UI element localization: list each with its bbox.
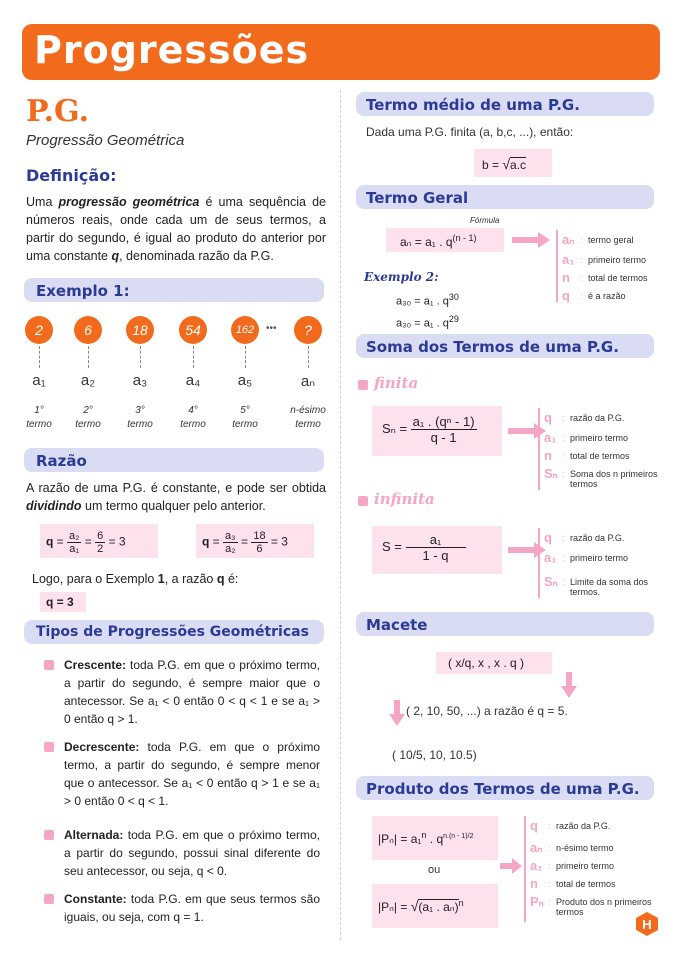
legend-text: total de termos [588, 273, 648, 283]
sequence-ordinal-label: 4° termo [180, 405, 206, 430]
razao-heading: Razão [36, 452, 87, 470]
legend-symbol: Pₙ [530, 894, 544, 909]
macete-box [436, 652, 552, 674]
termo-geral-heading: Termo Geral [366, 189, 469, 207]
legend-colon: : [580, 273, 583, 283]
tipo-text: toda P.G. em que o próximo termo, a partir do segundo, é sempre menor que o antecessor. Se a₁ < 0 então q > 1 e se a₁ > 0 então 0 < q < 1. [64, 740, 320, 808]
legend-text: primeiro termo [588, 255, 647, 265]
ellipsis: ••• [266, 323, 277, 334]
sequence-dash [140, 346, 141, 368]
razao-text: A razão de uma P.G. é constante, e pode ser obtida dividindo um termo qualquer pelo anterior. [26, 481, 326, 513]
legend-symbol: q [544, 410, 552, 425]
sequence-dash [88, 346, 89, 368]
sequence-ordinal-label: n-ésimo termo [290, 405, 326, 430]
arrow-right-icon [508, 423, 548, 444]
legend-symbol: a₁ [544, 550, 557, 565]
sequence-ordinal-label: 3° termo [127, 405, 153, 430]
page-title: Progressões [34, 28, 310, 72]
arrow-right-icon [500, 858, 524, 879]
legend-symbol: aₙ [562, 232, 575, 247]
legend-text: primeiro termo [556, 861, 615, 871]
square-bullet-icon [358, 380, 368, 390]
legend-symbol: aₙ [530, 840, 543, 855]
sequence-circle: 2 [25, 316, 53, 344]
legend-symbol: Sₙ [544, 574, 558, 589]
logo-text: Logo, para o Exemplo 1, a razão q é: [32, 572, 239, 586]
legend-text: termo geral [588, 235, 634, 245]
legend-colon: : [580, 235, 583, 245]
legend-text: total de termos [556, 879, 616, 889]
produto-formula-2: |Pₙ| = √(a₁ . aₙ)$^n$ [372, 884, 498, 928]
termo-geral-bracket [556, 230, 558, 302]
macete-heading: Macete [366, 616, 428, 634]
arrow-right-icon [508, 542, 548, 563]
infinita-bracket [538, 528, 540, 598]
sequence-term-label: a₁ [32, 372, 46, 389]
example1-heading: Exemplo 1: [36, 282, 130, 300]
legend-text: total de termos [570, 451, 630, 461]
sequence-ordinal-label: 2° termo [75, 405, 101, 430]
tipo-label: Decrescente: [64, 740, 140, 754]
tipo-text: toda P.G. em que o próximo termo, a partir do segundo, é sempre maior que o antecessor. Se a₁ < 0 então 0 < q < 1 e se a₁ > 0 então q > 1. [64, 658, 320, 726]
arrow-down-icon [561, 672, 577, 703]
square-bullet-icon [44, 660, 54, 670]
legend-symbol: a₁ [562, 252, 575, 267]
square-bullet-icon [44, 830, 54, 840]
legend-colon: : [562, 553, 565, 563]
square-bullet-icon [44, 742, 54, 752]
legend-text: razão da P.G. [556, 821, 611, 831]
termo-geral-formula: aₙ = a₁ . $q^{(n - 1)}$ [386, 228, 504, 252]
legend-colon: : [548, 821, 551, 831]
legend-symbol: n [544, 448, 552, 463]
legend-colon: : [548, 879, 551, 889]
arrow-down-icon [389, 700, 405, 731]
pg-title: P.G. [26, 94, 90, 129]
sequence-circle: 6 [74, 316, 102, 344]
legend-colon: : [562, 533, 565, 543]
tipo-item [64, 890, 320, 926]
termo-medio-text: Dada uma P.G. finita (a, b,c, ...), então: [366, 125, 574, 139]
legend-text: primeiro termo [570, 553, 629, 563]
soma-heading: Soma dos Termos de uma P.G. [366, 338, 619, 356]
legend-symbol: q [530, 818, 538, 833]
tipo-item [64, 826, 320, 880]
tipo-item [64, 738, 320, 810]
legend-text: é a razão [588, 291, 626, 301]
sequence-term-label: aₙ [300, 373, 316, 390]
sequence-dash [193, 346, 194, 368]
legend-text: n-ésimo termo [556, 843, 614, 853]
tipo-label: Alternada: [64, 828, 124, 842]
legend-symbol: q [562, 288, 570, 303]
exemplo2-line: a₃₀ = a₁ . $q^{29}$ [396, 314, 459, 330]
sequence-term-label: a₃ [132, 372, 148, 389]
svg-text:H: H [642, 917, 652, 932]
sequence-term-label: a₅ [237, 372, 253, 389]
produto-heading: Produto dos Termos de uma P.G. [366, 780, 640, 798]
q-result-box [40, 592, 86, 612]
sequence-circle: 54 [179, 316, 207, 344]
tipo-label: Constante: [64, 892, 127, 906]
tipo-text: toda P.G. em que seus termos são iguais, ou seja, com q = 1. [64, 892, 320, 924]
legend-symbol: n [562, 270, 570, 285]
finita-bracket [538, 408, 540, 490]
legend-colon: : [562, 413, 565, 423]
legend-symbol: q [544, 530, 552, 545]
legend-text: Limite da soma dos termos. [570, 577, 649, 597]
tipo-text: toda P.G. em que o próximo termo, a partir do segundo, possui sinal diferente do seu antecessor, ou seja, q < 0. [64, 828, 320, 878]
finita-label: finita [374, 374, 419, 392]
sequence-dash [39, 346, 40, 368]
sequence-circle: ? [294, 316, 322, 344]
legend-text: razão da P.G. [570, 413, 625, 423]
produto-formula-1: |Pₙ| = a₁$^n$ . $q^{n.(n - 1)/2}$ [372, 816, 498, 860]
termo-medio-formula: b = √a.c [474, 149, 552, 177]
formula-caption: Fórmula [470, 216, 500, 225]
legend-colon: : [548, 861, 551, 871]
legend-symbol: n [530, 876, 538, 891]
sequence-dash [308, 346, 309, 368]
square-bullet-icon [358, 496, 368, 506]
legend-text: primeiro termo [570, 433, 629, 443]
square-bullet-icon [44, 894, 54, 904]
arrow-right-icon [512, 232, 552, 253]
sequence-circle: 162 [231, 316, 259, 344]
tipo-label: Crescente: [64, 658, 127, 672]
legend-colon: : [562, 451, 565, 461]
razao-formula-2: q = $\frac{\text{a₃}}{\text{a₂}}$ = $\frac{18}{6}$ = 3 [196, 524, 314, 558]
exemplo2-heading: Exemplo 2: [364, 270, 439, 284]
legend-symbol: a₁ [544, 430, 557, 445]
definition-heading: Definição: [26, 166, 117, 185]
legend-colon: : [548, 897, 551, 907]
infinita-formula: S = $\frac{\text{a₁}}{1 - q}$ [372, 526, 502, 574]
sequence-ordinal-label: 5° termo [232, 405, 258, 430]
legend-colon: : [548, 843, 551, 853]
sequence-circle: 18 [126, 316, 154, 344]
sequence-dash [245, 346, 246, 368]
legend-symbol: Sₙ [544, 466, 558, 481]
legend-text: Soma dos n primeiros termos [570, 469, 658, 489]
macete-box-text: ( x/q, x , x . q ) [448, 656, 525, 670]
produto-ou: ou [428, 864, 441, 876]
finita-formula: Sₙ = $\frac{\text{a₁ . (qⁿ - 1)}}{q - 1}$ [372, 406, 502, 456]
hexagon-logo-icon [636, 912, 658, 941]
sequence-term-label: a₂ [80, 372, 96, 389]
pg-subtitle: Progressão Geométrica [26, 132, 185, 149]
sequence-ordinal-label: 1° termo [26, 405, 52, 430]
exemplo2-line: a₃₀ = a₁ . $q^{30}$ [396, 292, 459, 308]
legend-text: Produto dos n primeiros termos [556, 897, 652, 917]
legend-colon: : [580, 255, 583, 265]
tipo-item [64, 656, 320, 728]
macete-line-2: ( 10/5, 10, 10.5) [392, 748, 477, 762]
legend-colon: : [562, 469, 565, 479]
razao-formula-1: q = $\frac{\text{a₂}}{\text{a₁}}$ = $\frac{6}{2}$ = 3 [40, 524, 158, 558]
infinita-label: infinita [374, 490, 435, 508]
termo-medio-heading: Termo médio de uma P.G. [366, 96, 580, 114]
produto-bracket [524, 816, 526, 922]
column-divider [340, 90, 341, 940]
legend-colon: : [562, 577, 565, 587]
q-result: q = 3 [46, 595, 74, 609]
tipos-heading: Tipos de Progressões Geométricas [36, 624, 309, 640]
macete-line-1: ( 2, 10, 50, ...) a razão é q = 5. [406, 704, 568, 718]
legend-text: razão da P.G. [570, 533, 625, 543]
legend-colon: : [562, 433, 565, 443]
legend-symbol: a₁ [530, 858, 543, 873]
definition-text: Uma progressão geométrica é uma sequência de números reais, onde cada um de seus termos, a partir do segundo, é igual ao produto do anterior por uma constante q, denominada razão da P.G. [26, 195, 326, 263]
legend-colon: : [580, 291, 583, 301]
sequence-term-label: a₄ [185, 372, 201, 389]
